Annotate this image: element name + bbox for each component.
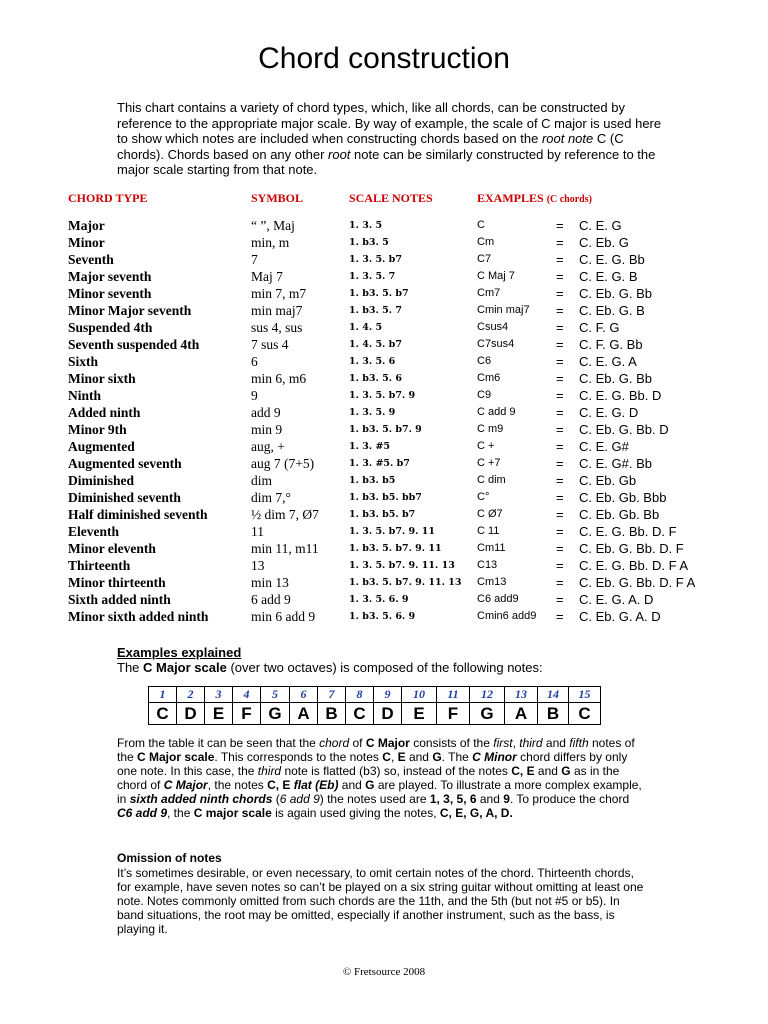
intro-text: note can be similarly constructed by reference to the major scale starting from that note. — [117, 146, 656, 178]
chord-example: C Ø7 — [477, 508, 503, 520]
chord-example: C7sus4 — [477, 338, 515, 350]
chord-example: Csus4 — [477, 321, 509, 333]
chord-symbol: 11 — [251, 524, 264, 539]
t: flat (Eb) — [293, 778, 339, 792]
scale-degree: 11 — [437, 687, 470, 703]
equals-sign: = — [556, 354, 564, 369]
t: of — [349, 736, 366, 750]
chord-symbol: “ ”, Maj — [251, 218, 295, 233]
t: . To produce the chord — [509, 792, 630, 806]
chord-result: C. Eb. G. Bb — [579, 286, 652, 301]
equals-sign: = — [556, 303, 564, 318]
intro-italic: root note — [541, 131, 594, 147]
chord-row — [0, 337, 768, 354]
t: , the — [167, 806, 194, 820]
scale-note: C — [569, 703, 601, 725]
t: C major scale — [193, 806, 272, 820]
chord-example: Cm6 — [477, 372, 501, 384]
t: chord — [319, 736, 350, 750]
examples-intro — [117, 660, 543, 675]
scale-degree: 10 — [402, 687, 437, 703]
equals-sign: = — [556, 371, 564, 386]
chord-row — [0, 218, 768, 235]
chord-symbol: 13 — [251, 558, 265, 573]
chord-scale-notes: 1. 3. 5. b7. 9. 11. 13 — [349, 560, 455, 571]
scale-note: B — [318, 703, 346, 725]
examples-text: The — [117, 660, 144, 675]
scale-degree: 13 — [505, 687, 538, 703]
chord-example: C° — [477, 491, 490, 503]
scale-note: E — [205, 703, 233, 725]
t: and — [405, 750, 433, 764]
t: and — [338, 778, 366, 792]
chord-result: C. F. G — [579, 320, 620, 335]
t: , — [390, 750, 398, 764]
t: . This corresponds to the notes — [214, 750, 383, 764]
t: consists of the — [409, 736, 494, 750]
equals-sign: = — [556, 439, 564, 454]
t: , — [512, 736, 520, 750]
examples-bold: C Major scale — [143, 660, 227, 675]
chord-scale-notes: 1. 3. 5. 7 — [349, 271, 396, 282]
chord-scale-notes: 1. b3. 5. 6. 9 — [349, 611, 416, 622]
chord-example: C add 9 — [477, 406, 516, 418]
scale-degree: 8 — [346, 687, 374, 703]
scale-degree-row — [149, 687, 601, 703]
chord-result: C. E. G#. Bb — [579, 456, 652, 471]
chord-scale-notes: 1. b3. 5. 6 — [349, 373, 402, 384]
equals-sign: = — [556, 405, 564, 420]
t: ( — [272, 792, 280, 806]
chord-example: C — [477, 219, 485, 231]
chord-scale-notes: 1. b3. b5. b7 — [349, 509, 416, 520]
chord-example: Cm13 — [477, 576, 507, 588]
chord-symbol: 9 — [251, 388, 258, 403]
chord-result: C. E. G. D — [579, 405, 639, 420]
equals-sign: = — [556, 558, 564, 573]
equals-sign: = — [556, 592, 564, 607]
header-examples — [477, 191, 592, 206]
chord-symbol: 6 — [251, 354, 258, 369]
t: C6 add 9 — [117, 806, 168, 820]
chord-result: C. Eb. G. Bb. D. F A — [579, 575, 696, 590]
header-symbol: SYMBOL — [251, 191, 304, 205]
chord-scale-notes: 1. 4. 5. b7 — [349, 339, 402, 350]
chord-row — [0, 388, 768, 405]
scale-note: A — [290, 703, 318, 725]
equals-sign: = — [556, 218, 564, 233]
t: third — [257, 764, 282, 778]
chord-symbol: add 9 — [251, 405, 281, 420]
equals-sign: = — [556, 422, 564, 437]
chord-scale-notes: 1. b3. 5 — [349, 237, 389, 248]
chord-result: C. Eb. G. Bb. D — [579, 422, 669, 437]
chord-result: C. Eb. G. Bb — [579, 371, 652, 386]
chord-type: Ninth — [68, 388, 102, 403]
scale-degree: 3 — [205, 687, 233, 703]
chord-type: Minor 9th — [68, 422, 127, 437]
chord-type: Diminished — [68, 473, 135, 488]
t: , the notes — [207, 778, 268, 792]
t: is again used giving the notes, — [271, 806, 440, 820]
chord-result: C. E. G. Bb. D. F A — [579, 558, 689, 573]
chord-result: C. F. G. Bb — [579, 337, 643, 352]
equals-sign: = — [556, 320, 564, 335]
chord-type: Seventh suspended 4th — [68, 337, 200, 352]
chord-example: C13 — [477, 559, 498, 571]
scale-note: G — [261, 703, 290, 725]
page-title: Chord construction — [258, 42, 510, 75]
c-major-scale-table — [148, 686, 601, 725]
scale-degree: 14 — [538, 687, 569, 703]
equals-sign: = — [556, 490, 564, 505]
equals-sign: = — [556, 252, 564, 267]
equals-sign: = — [556, 235, 564, 250]
chord-result: C. E. G. Bb. D — [579, 388, 662, 403]
t: chord differs by only one note. In this case, the — [117, 750, 628, 778]
t: and — [534, 764, 562, 778]
scale-degree: 7 — [318, 687, 346, 703]
scale-note-row — [149, 703, 601, 725]
scale-degree: 4 — [233, 687, 261, 703]
t: G — [365, 778, 375, 792]
chord-type: Minor seventh — [68, 286, 152, 301]
equals-sign: = — [556, 609, 564, 624]
chord-symbol: min 13 — [251, 575, 289, 590]
chord-example: C dim — [477, 474, 506, 486]
scale-note: A — [505, 703, 538, 725]
scale-note: F — [233, 703, 261, 725]
header-examples-label: EXAMPLES — [477, 191, 544, 205]
chord-row — [0, 541, 768, 558]
chord-result: C. Eb. G. Bb. D. F — [579, 541, 684, 556]
scale-note: C — [149, 703, 177, 725]
t: C Major — [365, 736, 410, 750]
chord-symbol: min 6, m6 — [251, 371, 307, 386]
chord-scale-notes: 1. b3. b5. bb7 — [349, 492, 422, 503]
chord-type: Added ninth — [68, 405, 141, 420]
scale-degree: 6 — [290, 687, 318, 703]
chord-scale-notes: 1. 3. #5. b7 — [349, 458, 410, 469]
chord-scale-notes: 1. b3. 5. b7. 9 — [349, 424, 422, 435]
t: and — [476, 792, 504, 806]
scale-degree: 2 — [177, 687, 205, 703]
chord-scale-notes: 1. 3. 5. 6. 9 — [349, 594, 409, 605]
t: C — [382, 750, 391, 764]
t: C Major — [163, 778, 208, 792]
chord-type: Sixth added ninth — [68, 592, 171, 607]
t: as in the chord of — [117, 764, 620, 792]
chord-type: Minor sixth added ninth — [68, 609, 209, 624]
chord-example: C +7 — [477, 457, 501, 469]
t: E — [397, 750, 406, 764]
header-chord-type: CHORD TYPE — [68, 191, 148, 205]
chord-type: Minor — [68, 235, 105, 250]
chord-symbol: 6 add 9 — [251, 592, 291, 607]
chord-result: C. E. G. A — [579, 354, 637, 369]
chord-symbol: min 9 — [251, 422, 283, 437]
chord-example: Cm — [477, 236, 495, 248]
scale-note: G — [470, 703, 505, 725]
chord-scale-notes: 1. b3. 5. b7. 9. 11. 13 — [349, 577, 462, 588]
chord-table — [0, 218, 768, 626]
scale-degree: 12 — [470, 687, 505, 703]
intro-text: This chart contains a variety of chord types, which, like all chords, can be constructed by reference to the appropriate major scale. By way of example, the scale of C major is used here to show which notes are included when constructing chords based on the — [117, 100, 662, 147]
intro-paragraph — [117, 100, 662, 178]
chord-example: Cmin maj7 — [477, 304, 530, 316]
chord-symbol: aug 7 (7+5) — [251, 456, 315, 471]
chord-result: C. E. G. Bb. D. F — [579, 524, 677, 539]
equals-sign: = — [556, 507, 564, 522]
scale-note: E — [402, 703, 437, 725]
t: first — [493, 736, 513, 750]
chord-row — [0, 439, 768, 456]
chord-row — [0, 422, 768, 439]
chord-scale-notes: 1. 4. 5 — [349, 322, 383, 333]
scale-degree: 1 — [149, 687, 177, 703]
chord-result: C. E. G. B — [579, 269, 638, 284]
t: G — [561, 764, 571, 778]
omission-paragraph: It’s sometimes desirable, or even necessary, to omit certain notes of the chord. Thirteenth chords, for example, have seven notes so can’t be played on a six string guitar without omitting at least one note. Notes commonly omitted from such chords are the 11th, and the 5th (but not #5 or b5). In band situations, the root may be omitted, especially if another instrument, such as the bass, is playing it. — [117, 866, 644, 936]
chord-row — [0, 473, 768, 490]
chord-result: C. Eb. Gb. Bbb — [579, 490, 667, 505]
chord-example: C + — [477, 440, 495, 452]
scale-degree: 5 — [261, 687, 290, 703]
examples-title: Examples explained — [117, 645, 242, 660]
chord-row — [0, 320, 768, 337]
chord-result: C. Eb. G — [579, 235, 629, 250]
t: G — [432, 750, 442, 764]
chord-example: C Maj 7 — [477, 270, 515, 282]
header-scale-notes: SCALE NOTES — [349, 191, 433, 205]
chord-symbol: Maj 7 — [251, 269, 283, 284]
chord-scale-notes: 1. b3. 5. b7 — [349, 288, 409, 299]
intro-text: C (C chords). Chords based on any other — [117, 131, 624, 162]
equals-sign: = — [556, 456, 564, 471]
chord-symbol: min, m — [251, 235, 290, 250]
chord-type: Major seventh — [68, 269, 152, 284]
t: 9 — [503, 792, 510, 806]
scale-degree: 15 — [569, 687, 601, 703]
chord-symbol: sus 4, sus — [251, 320, 303, 335]
chord-type: Minor eleventh — [68, 541, 156, 556]
chord-row — [0, 609, 768, 626]
chord-type: Seventh — [68, 252, 114, 267]
chord-row — [0, 371, 768, 388]
chord-result: C. Eb. G. B — [579, 303, 645, 318]
chord-symbol: min maj7 — [251, 303, 303, 318]
equals-sign: = — [556, 541, 564, 556]
chord-row — [0, 252, 768, 269]
chord-row — [0, 575, 768, 592]
chord-type: Major — [68, 218, 105, 233]
chord-scale-notes: 1. 3. 5. b7. 9 — [349, 390, 416, 401]
chord-symbol: aug, + — [251, 439, 285, 454]
t: note is flatted (b3) so, instead of the notes — [281, 764, 512, 778]
chord-symbol: dim — [251, 473, 273, 488]
chord-row — [0, 524, 768, 541]
chord-result: C. E. G. Bb — [579, 252, 645, 267]
t: C, E, G, A, D. — [439, 806, 513, 820]
examples-text: (over two octaves) is composed of the following notes: — [226, 660, 543, 675]
chord-row — [0, 592, 768, 609]
chord-example: Cmin6 add9 — [477, 610, 537, 622]
chord-scale-notes: 1. 3. #5 — [349, 441, 391, 452]
scale-note: D — [177, 703, 205, 725]
intro-italic: root — [328, 146, 351, 162]
omission-title: Omission of notes — [117, 851, 222, 865]
t: C Major scale — [137, 750, 215, 764]
explanation-paragraph — [117, 736, 647, 820]
chord-example: C9 — [477, 389, 492, 401]
chord-symbol: min 11, m11 — [251, 541, 319, 556]
scale-note: D — [374, 703, 402, 725]
chord-symbol: dim 7,° — [251, 490, 291, 505]
scale-note: B — [538, 703, 569, 725]
t: and — [542, 736, 570, 750]
chord-result: C. E. G — [579, 218, 622, 233]
scale-note: C — [346, 703, 374, 725]
equals-sign: = — [556, 524, 564, 539]
chord-symbol: 7 — [251, 252, 258, 267]
chord-symbol: min 7, m7 — [251, 286, 307, 301]
t: C, E — [511, 764, 535, 778]
chord-result: C. Eb. Gb. Bb — [579, 507, 660, 522]
chord-type: Minor Major seventh — [68, 303, 192, 318]
equals-sign: = — [556, 473, 564, 488]
chord-scale-notes: 1. 3. 5. 9 — [349, 407, 396, 418]
t: . The — [441, 750, 473, 764]
chord-type: Augmented seventh — [68, 456, 182, 471]
chord-symbol: ½ dim 7, Ø7 — [251, 507, 319, 522]
scale-note: F — [437, 703, 470, 725]
chord-symbol: min 6 add 9 — [251, 609, 316, 624]
t: fifth — [569, 736, 589, 750]
chord-row — [0, 286, 768, 303]
chord-type: Suspended 4th — [68, 320, 153, 335]
chord-type: Augmented — [68, 439, 135, 454]
t: are played. To illustrate a more complex example, in — [117, 778, 642, 806]
chord-scale-notes: 1. 3. 5. b7 — [349, 254, 402, 265]
chord-example: C6 add9 — [477, 593, 519, 605]
chord-result: C. Eb. G. A. D — [579, 609, 661, 624]
chord-symbol: 7 sus 4 — [251, 337, 289, 352]
scale-degree: 9 — [374, 687, 402, 703]
equals-sign: = — [556, 269, 564, 284]
chord-scale-notes: 1. 3. 5. 6 — [349, 356, 396, 367]
chord-result: C. Eb. Gb — [579, 473, 637, 488]
chord-type: Minor thirteenth — [68, 575, 166, 590]
chord-scale-notes: 1. b3. 5. b7. 9. 11 — [349, 543, 442, 554]
chord-scale-notes: 1. 3. 5. b7. 9. 11 — [349, 526, 435, 537]
chord-example: Cm11 — [477, 542, 506, 554]
t: C Minor — [472, 750, 517, 764]
chord-type: Thirteenth — [68, 558, 131, 573]
chord-example: Cm7 — [477, 287, 501, 299]
t: notes of the — [117, 736, 635, 764]
chord-row — [0, 405, 768, 422]
t: 6 add 9 — [279, 792, 320, 806]
t: 1, 3, 5, 6 — [429, 792, 477, 806]
chord-row — [0, 354, 768, 371]
chord-row — [0, 269, 768, 286]
equals-sign: = — [556, 575, 564, 590]
equals-sign: = — [556, 388, 564, 403]
chord-result: C. E. G# — [579, 439, 629, 454]
chord-row — [0, 507, 768, 524]
equals-sign: = — [556, 337, 564, 352]
footer-copyright: © Fretsource 2008 — [342, 966, 426, 978]
chord-type: Minor sixth — [68, 371, 136, 386]
chord-scale-notes: 1. b3. 5. 7 — [349, 305, 402, 316]
chord-type: Diminished seventh — [68, 490, 181, 505]
t: C, E — [267, 778, 291, 792]
chord-row — [0, 490, 768, 507]
chord-type: Sixth — [68, 354, 99, 369]
t: ) the notes used are — [319, 792, 430, 806]
chord-scale-notes: 1. b3. b5 — [349, 475, 396, 486]
chord-scale-notes: 1. 3. 5 — [349, 220, 383, 231]
t: third — [519, 736, 543, 750]
equals-sign: = — [556, 286, 564, 301]
chord-example: C6 — [477, 355, 492, 367]
header-examples-note: (C chords) — [546, 194, 592, 205]
chord-row — [0, 235, 768, 252]
chord-type: Eleventh — [68, 524, 120, 539]
chord-type: Half diminished seventh — [68, 507, 208, 522]
t: From the table it can be seen that the — [117, 736, 320, 750]
chord-example: C 11 — [477, 525, 500, 537]
chord-row — [0, 303, 768, 320]
chord-result: C. E. G. A. D — [579, 592, 654, 607]
t: sixth added ninth chords — [129, 792, 273, 806]
chord-row — [0, 558, 768, 575]
chord-example: C m9 — [477, 423, 504, 435]
chord-row — [0, 456, 768, 473]
chord-example: C7 — [477, 253, 492, 265]
